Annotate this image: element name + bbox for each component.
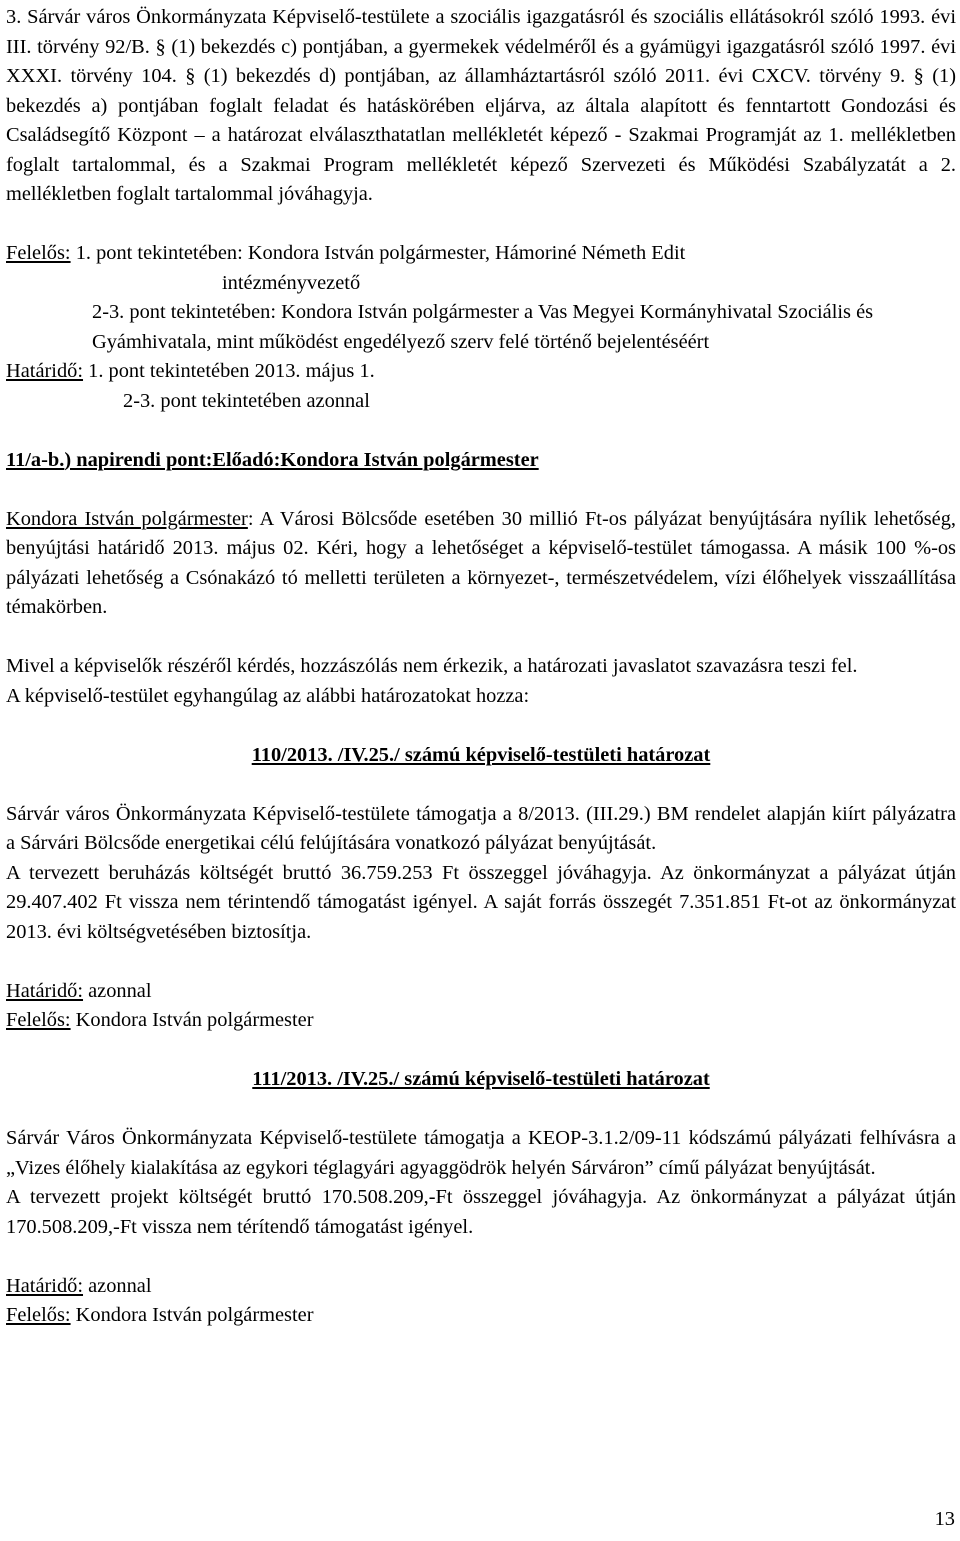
- resolution-110-responsible-label: Felelős:: [6, 1009, 71, 1031]
- page-number: 13: [934, 1508, 955, 1530]
- resolution-110-responsible-value: Kondora István polgármester: [70, 1009, 314, 1031]
- resolution-110-deadline: [6, 977, 956, 1007]
- responsible-line-1: [6, 239, 956, 269]
- resolution-110-deadline-label: Határidő:: [6, 979, 84, 1002]
- resolution-111-responsible: [6, 1301, 956, 1331]
- resolution-110-deadline-value: azonnal: [83, 979, 152, 1002]
- resolution-111-para-1: Sárvár Város Önkormányzata Képviselő-testülete támogatja a KEOP-3.1.2/09-11 kódszámú pályázati felhívásra a „Vizes élőhely kialakítása az egykori téglagyári agyaggödrök helyén Sárváron” című pályázat benyújtását.: [6, 1127, 956, 1179]
- document-page: [6, 3, 956, 1331]
- agenda-number: 11/a-b.: [6, 448, 65, 471]
- resolution-111-title: 111/2013. /IV.25./ számú képviselő-testületi határozat: [252, 1068, 710, 1090]
- resolution-110-title: 110/2013. /IV.25./ számú képviselő-testületi határozat: [251, 743, 711, 766]
- responsible-line-2: 2-3. pont tekintetében: Kondora István polgármester a Vas Megyei Kormányhivatal Szociális és Gyámhivatala, mint működést engedélyező szerv felé történő bejelentéséért: [92, 301, 874, 353]
- deadline-line-1: [6, 357, 956, 387]
- agenda-presenter-label: Előadó:: [212, 448, 281, 471]
- resolution-110-para-2: A tervezett beruházás költségét bruttó 36.759.253 Ft összeggel jóváhagyja. Az önkormányzat a pályázat útján 29.407.402 Ft vissza nem térintendő támogatást igényel. A saját forrás összegét 7.351.851 Ft-ot az önkormányzat 2013. évi költségvetésében biztosítja.: [6, 861, 956, 943]
- agenda-label: ) napirendi pont:: [64, 448, 213, 471]
- resolution-111-deadline-label: Határidő:: [6, 1274, 84, 1297]
- resolution-111-responsible-value: Kondora István polgármester: [70, 1304, 314, 1326]
- responsible-line-1-cont: intézményvezető: [222, 271, 361, 294]
- resolution-110-responsible: [6, 1006, 956, 1036]
- responsible-label: Felelős:: [6, 242, 71, 264]
- item-3-paragraph: 3. Sárvár város Önkormányzata Képviselő-testülete a szociális igazgatásról és szociális ellátásokról szóló 1993. évi III. törvény 92/B. § (1) bekezdés c) pontjában, a gyermekek védelméről és a gyámügyi igazgatásról szóló 1997. évi XXXI. törvény 104. § (1) bekezdés d) pontjában, az államháztartásról szóló 2011. évi CXCV. törvény 9. § (1) bekezdés a) pontjában foglalt feladat és hatáskörében eljárva, az általa alapított és fenntartott Gondozási és Családsegítő Központ – a határozat elválaszthatatlan mellékletét képező - Szakmai Programját az 1. mellékletben foglalt tartalommal, és a Szakmai Program mellékletét képező Szervezeti és Működési Szabályzatát a 2. mellékletben foglalt tartalommal jóváhagyja.: [6, 6, 956, 205]
- agenda-heading: [6, 446, 956, 476]
- resolution-111-deadline: [6, 1272, 956, 1302]
- responsible-text-1: 1. pont tekintetében: Kondora István polgármester, Hámoriné Németh Edit: [75, 242, 686, 264]
- resolution-110-para-1: Sárvár város Önkormányzata Képviselő-testülete támogatja a 8/2013. (III.29.) BM rendelet alapján kiírt pályázatra a Sárvári Bölcsőde energetikai célú felújítására vonatkozó pályázat benyújtását.: [6, 802, 956, 854]
- speech-text: : A Városi Bölcsőde esetében 30 millió Ft-os pályázat benyújtására nyílik lehetőség, benyújtási határidő 2013. május 02. Kéri, hogy a lehetőséget a képviselő-testület támogassa. A másik 100 %-os pályázati lehetőség a Csónakázó tó melletti területen a környezet-, természetvédelem, vízi élőhelyek visszaállítása témakörben.: [6, 507, 956, 618]
- deadline-text-1: 1. pont tekintetében 2013. május 1.: [88, 360, 375, 382]
- resolution-111-para-2: A tervezett projekt költségét bruttó 170.508.209,-Ft összeggel jóváhagyja. Az önkormányzat a pályázat útján 170.508.209,-Ft vissza nem térítendő támogatást igényel.: [6, 1186, 956, 1238]
- speech-paragraph: [6, 505, 956, 623]
- resolution-111-responsible-label: Felelős:: [6, 1304, 71, 1326]
- vote-intro: Mivel a képviselők részéről kérdés, hozzászólás nem érkezik, a határozati javaslatot szavazásra teszi fel.: [6, 655, 858, 677]
- vote-result: A képviselő-testület egyhangúlag az alábbi határozatokat hozza:: [6, 684, 530, 707]
- agenda-presenter: Kondora István polgármester: [280, 448, 539, 471]
- deadline-line-2: 2-3. pont tekintetében azonnal: [123, 389, 370, 412]
- deadline-label: Határidő:: [6, 360, 84, 382]
- resolution-111-deadline-value: azonnal: [83, 1274, 152, 1297]
- speech-speaker: Kondora István polgármester: [6, 507, 248, 530]
